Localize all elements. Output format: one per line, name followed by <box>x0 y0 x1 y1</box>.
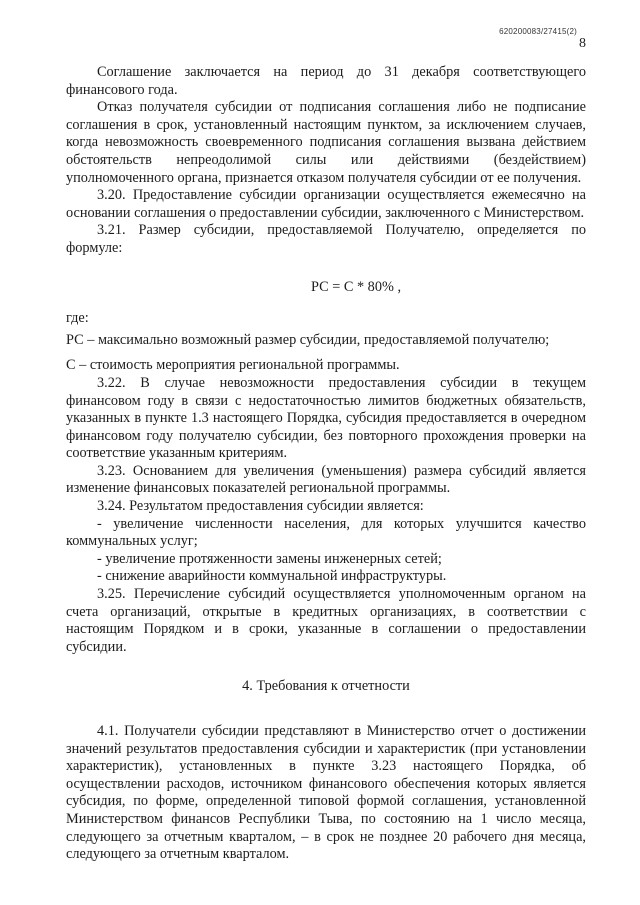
result-item-networks: - увеличение протяженности замены инженерных сетей; <box>97 550 442 567</box>
paragraph-agreement-period: Соглашение заключается на период до 31 декабря соответствующего финансового года. <box>66 64 586 98</box>
paragraph-refusal: Отказ получателя субсидии от подписания соглашения либо не подписание соглашения в срок, установленный настоящим пунктом, за исключением случаев, когда невозможность своевременного подписания соглашения вызвана действием обстоятельств непреодолимой силы или действиями (бездействием) уполномоченного органа, признается отказом получателя субсидии от ее получения. <box>66 99 586 186</box>
paragraph-3-20: 3.20. Предоставление субсидии организации осуществляется ежемесячно на основании соглашения о предоставлении субсидии, заключенного с Министерством. <box>66 187 586 221</box>
subsidy-formula: РС = С * 80% , <box>310 278 402 295</box>
paragraph-3-21: 3.21. Размер субсидии, предоставляемой Получателю, определяется по формуле: <box>66 222 586 256</box>
paragraph-3-22: 3.22. В случае невозможности предоставления субсидии в текущем финансовом году в связи с недостаточностью лимитов бюджетных обязательств, указанных в пункте 1.3 настоящего Порядка, субсидия предоставляется в очередном финансовом году получателю субсидии, без повторного прохождения проверки на соответствие указанным критериям. <box>66 374 586 462</box>
document-body <box>66 64 586 864</box>
result-item-population: - увеличение численности населения, для которых улучшится качество коммунальных услуг; <box>66 515 586 550</box>
definition-c: С – стоимость мероприятия региональной программы. <box>66 357 400 374</box>
where-label: где: <box>66 310 89 327</box>
paragraph-3-24: 3.24. Результатом предоставления субсидии является: <box>97 498 424 515</box>
section-heading: 4. Требования к отчетности <box>242 678 410 695</box>
paragraph-3-25: 3.25. Перечисление субсидий осуществляется уполномоченным органом на счета организаций, открытые в кредитных организациях, в соответствии с настоящим Порядком и в сроки, указанные в соглашении о предоставлении субсидии. <box>66 586 586 655</box>
result-item-accidents: - снижение аварийности коммунальной инфраструктуры. <box>97 568 447 585</box>
paragraph-4-1: 4.1. Получатели субсидии представляют в Министерство отчет о достижении значений результатов предоставления субсидии и характеристик (при установлении характеристик), установленных в пункте 3.23 настоящего Порядка, об осуществлении расходов, источником финансового обеспечения которых является субсидия, по форме, определенной типовой формой соглашения, установленной Министерством финансов Республики Тыва, по состоянию на 1 число месяца, следующего за отчетным кварталом, – в срок не позднее 20 рабочего дня месяца, следующего за отчетным кварталом. <box>66 723 586 863</box>
paragraph-3-23: 3.23. Основанием для увеличения (уменьшения) размера субсидий является изменение финансовых показателей региональной программы. <box>66 462 586 497</box>
document-id: 620200083/27415(2) <box>499 27 577 36</box>
page-number: 8 <box>579 36 586 51</box>
definition-rs: РС – максимально возможный размер субсидии, предоставляемой получателю; <box>66 331 550 348</box>
